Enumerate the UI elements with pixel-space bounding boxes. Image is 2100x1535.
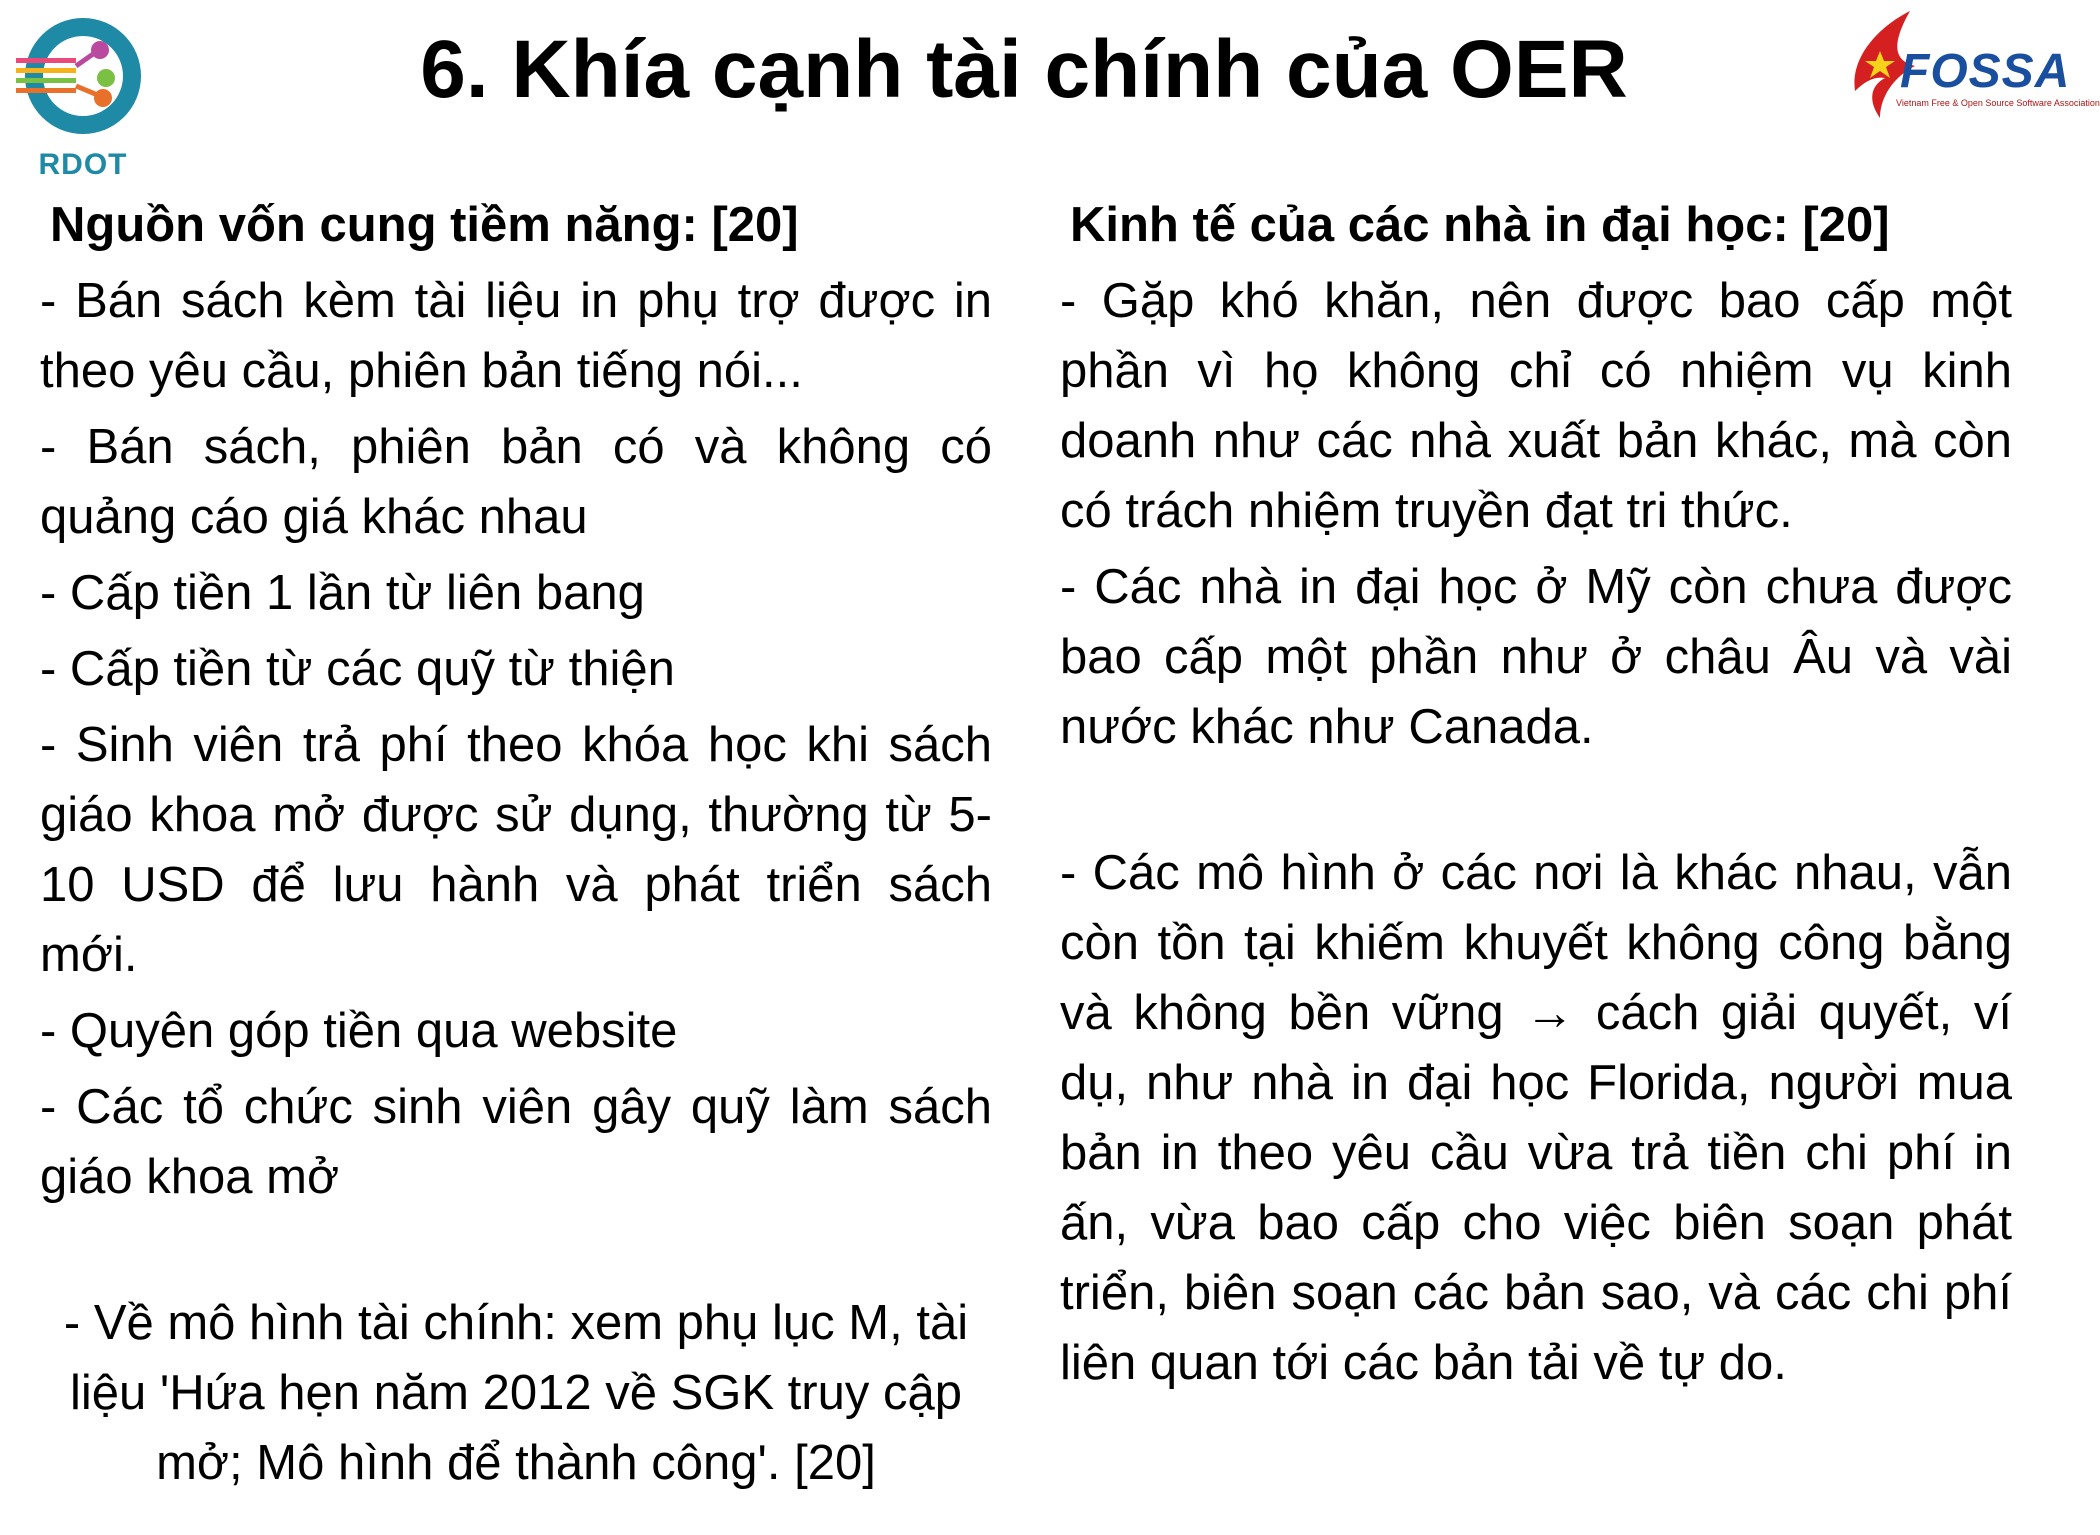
left-item: - Cấp tiền 1 lần từ liên bang <box>40 566 645 620</box>
left-item: - Cấp tiền từ các quỹ từ thiện <box>40 642 675 696</box>
left-item: - Bán sách, phiên bản có và không có quảng cáo giá khác nhau <box>40 420 992 544</box>
right-column <box>1060 190 2012 1398</box>
left-item: - Các tổ chức sinh viên gây quỹ làm sách giáo khoa mở <box>40 1080 992 1204</box>
left-item: - Bán sách kèm tài liệu in phụ trợ được in theo yêu cầu, phiên bản tiếng nói... <box>40 274 992 398</box>
right-item: - Các nhà in đại học ở Mỹ còn chưa được bao cấp một phần như ở châu Âu và vài nước khác như Canada. <box>1060 560 2012 754</box>
spacer <box>40 1212 992 1282</box>
left-column <box>40 190 992 1498</box>
spacer <box>1060 762 2012 832</box>
left-column-heading: Nguồn vốn cung tiềm năng: [20] <box>50 198 799 252</box>
left-item: - Quyên góp tiền qua website <box>40 1004 678 1058</box>
left-item: - Sinh viên trả phí theo khóa học khi sách giáo khoa mở được sử dụng, thường từ 5-10 USD để lưu hành và phát triển sách mới. <box>40 718 992 982</box>
fossa-subtitle: Vietnam Free & Open Source Software Association <box>1896 98 2100 108</box>
left-note: - Về mô hình tài chính: xem phụ lục M, tài liệu 'Hứa hẹn năm 2012 về SGK truy cập mở; Mô hình để thành công'. [20] <box>63 1296 969 1490</box>
rdot-label: RDOT <box>38 148 128 181</box>
right-item: - Các mô hình ở các nơi là khác nhau, vẫn còn tồn tại khiếm khuyết không công bằng và không bền vững → cách giải quyết, ví dụ, như nhà in đại học Florida, người mua bản in theo yêu cầu vừa trả tiền chi phí in ấn, vừa bao cấp cho việc biên soạn phát triển, biên soạn các bản sao, và các chi phí liên quan tới các bản tải về tự do. <box>1060 846 2012 1390</box>
slide-title: 6. Khía cạnh tài chính của OER <box>420 24 1628 115</box>
fossa-label: FOSSA <box>1900 45 2071 98</box>
right-item: - Gặp khó khăn, nên được bao cấp một phần vì họ không chỉ có nhiệm vụ kinh doanh như các nhà xuất bản khác, mà còn có trách nhiệm truyền đạt tri thức. <box>1060 274 2012 538</box>
right-column-heading: Kinh tế của các nhà in đại học: [20] <box>1070 198 1890 252</box>
fossa-logo <box>1840 6 2100 126</box>
